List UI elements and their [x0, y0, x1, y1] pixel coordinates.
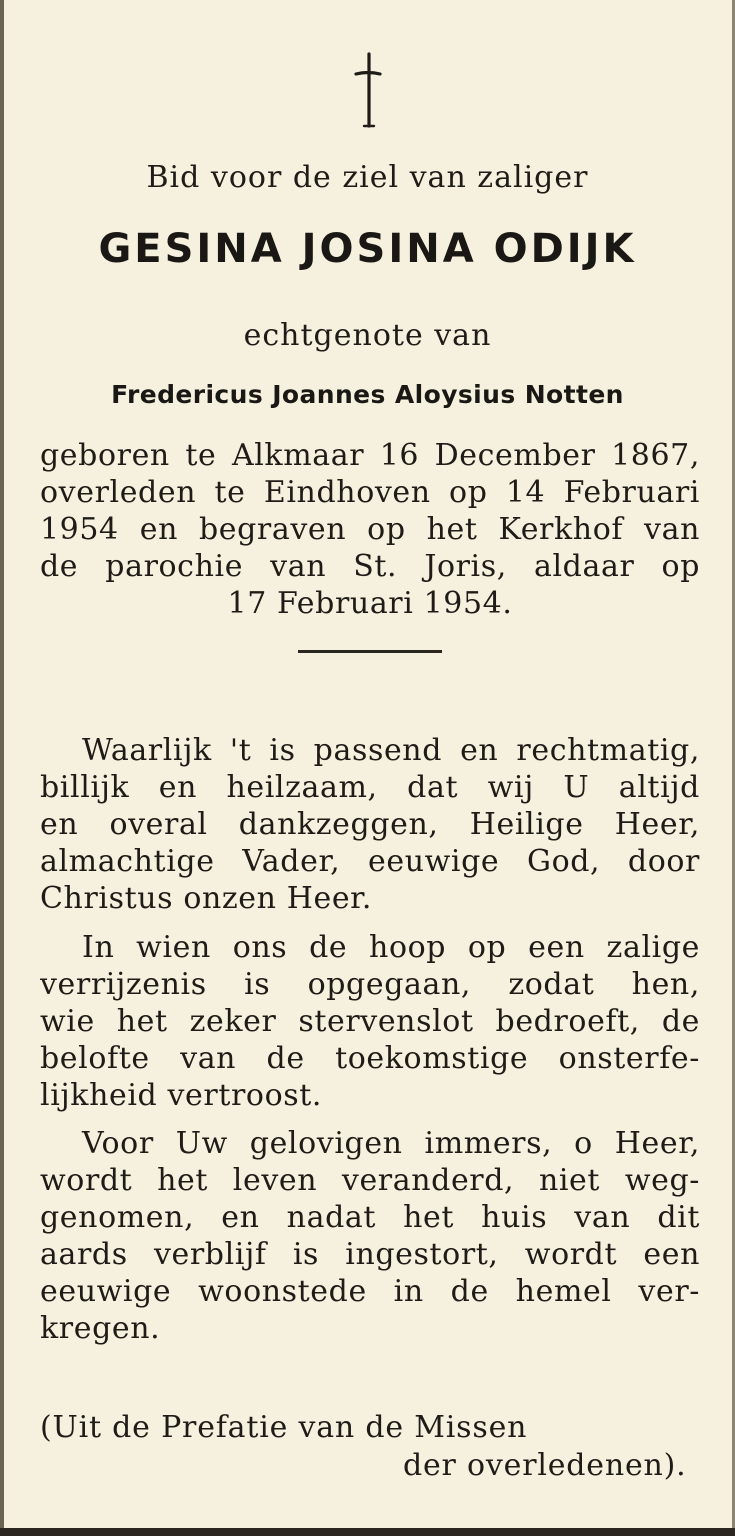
prayer-line: aards verblijf is ingestort, wordt een [40, 1237, 700, 1272]
prayer-line: billijk en heilzaam, dat wij U altijd [40, 770, 700, 805]
prayer-paragraph-1 [40, 732, 700, 917]
spouse-name: Fredericus Joannes Aloysius Notten [111, 380, 624, 409]
prayer-paragraph-3 [40, 1125, 700, 1347]
divider-rule [298, 650, 442, 653]
prayer-line: eeuwige woonstede in de hemel ver- [40, 1274, 700, 1309]
bottom-edge-border [0, 1528, 735, 1536]
prayer-line: lijkheid vertroost. [40, 1078, 323, 1113]
source-citation-line-2: der overledenen). [403, 1448, 687, 1483]
source-citation-line-1: (Uit de Prefatie van de Missen [40, 1410, 528, 1445]
prayer-line: wie het zeker stervenslot bedroeft, de [40, 1004, 700, 1039]
deceased-name: GESINA JOSINA ODIJK [98, 226, 637, 272]
spouse-label: echtgenote van [243, 318, 492, 353]
latin-cross-icon [348, 52, 388, 128]
bio-line: overleden te Eindhoven op 14 Februari [40, 475, 700, 510]
bio-line: 1954 en begraven op het Kerkhof van [40, 512, 700, 547]
prayer-paragraph-2 [40, 929, 700, 1114]
bio-line: de parochie van St. Joris, aldaar op [40, 549, 700, 584]
prayer-line: verrijzenis is opgegaan, zodat hen, [40, 967, 700, 1002]
prayer-line: belofte van de toekomstige onsterfe- [40, 1041, 700, 1076]
bio-line: geboren te Alkmaar 16 December 1867, [40, 438, 700, 473]
prayer-line: In wien ons de hoop op een zalige [82, 930, 700, 965]
prayer-line: Waarlijk 't is passend en rechtmatig, [82, 733, 700, 768]
bio-line: 17 Februari 1954. [227, 586, 513, 621]
prayer-line: almachtige Vader, eeuwige God, door [40, 844, 700, 879]
biography-block [40, 437, 700, 622]
prayer-line: wordt het leven veranderd, niet weg- [40, 1163, 700, 1198]
prayer-line: Voor Uw gelovigen immers, o Heer, [82, 1126, 700, 1161]
prayer-line: genomen, en nadat het huis van dit [40, 1200, 700, 1235]
prayer-line: Christus onzen Heer. [40, 881, 372, 916]
prayer-line: en overal dankzeggen, Heilige Heer, [40, 807, 700, 842]
invocation-line: Bid voor de ziel van zaliger [146, 160, 589, 195]
prayer-line: kregen. [40, 1311, 161, 1346]
